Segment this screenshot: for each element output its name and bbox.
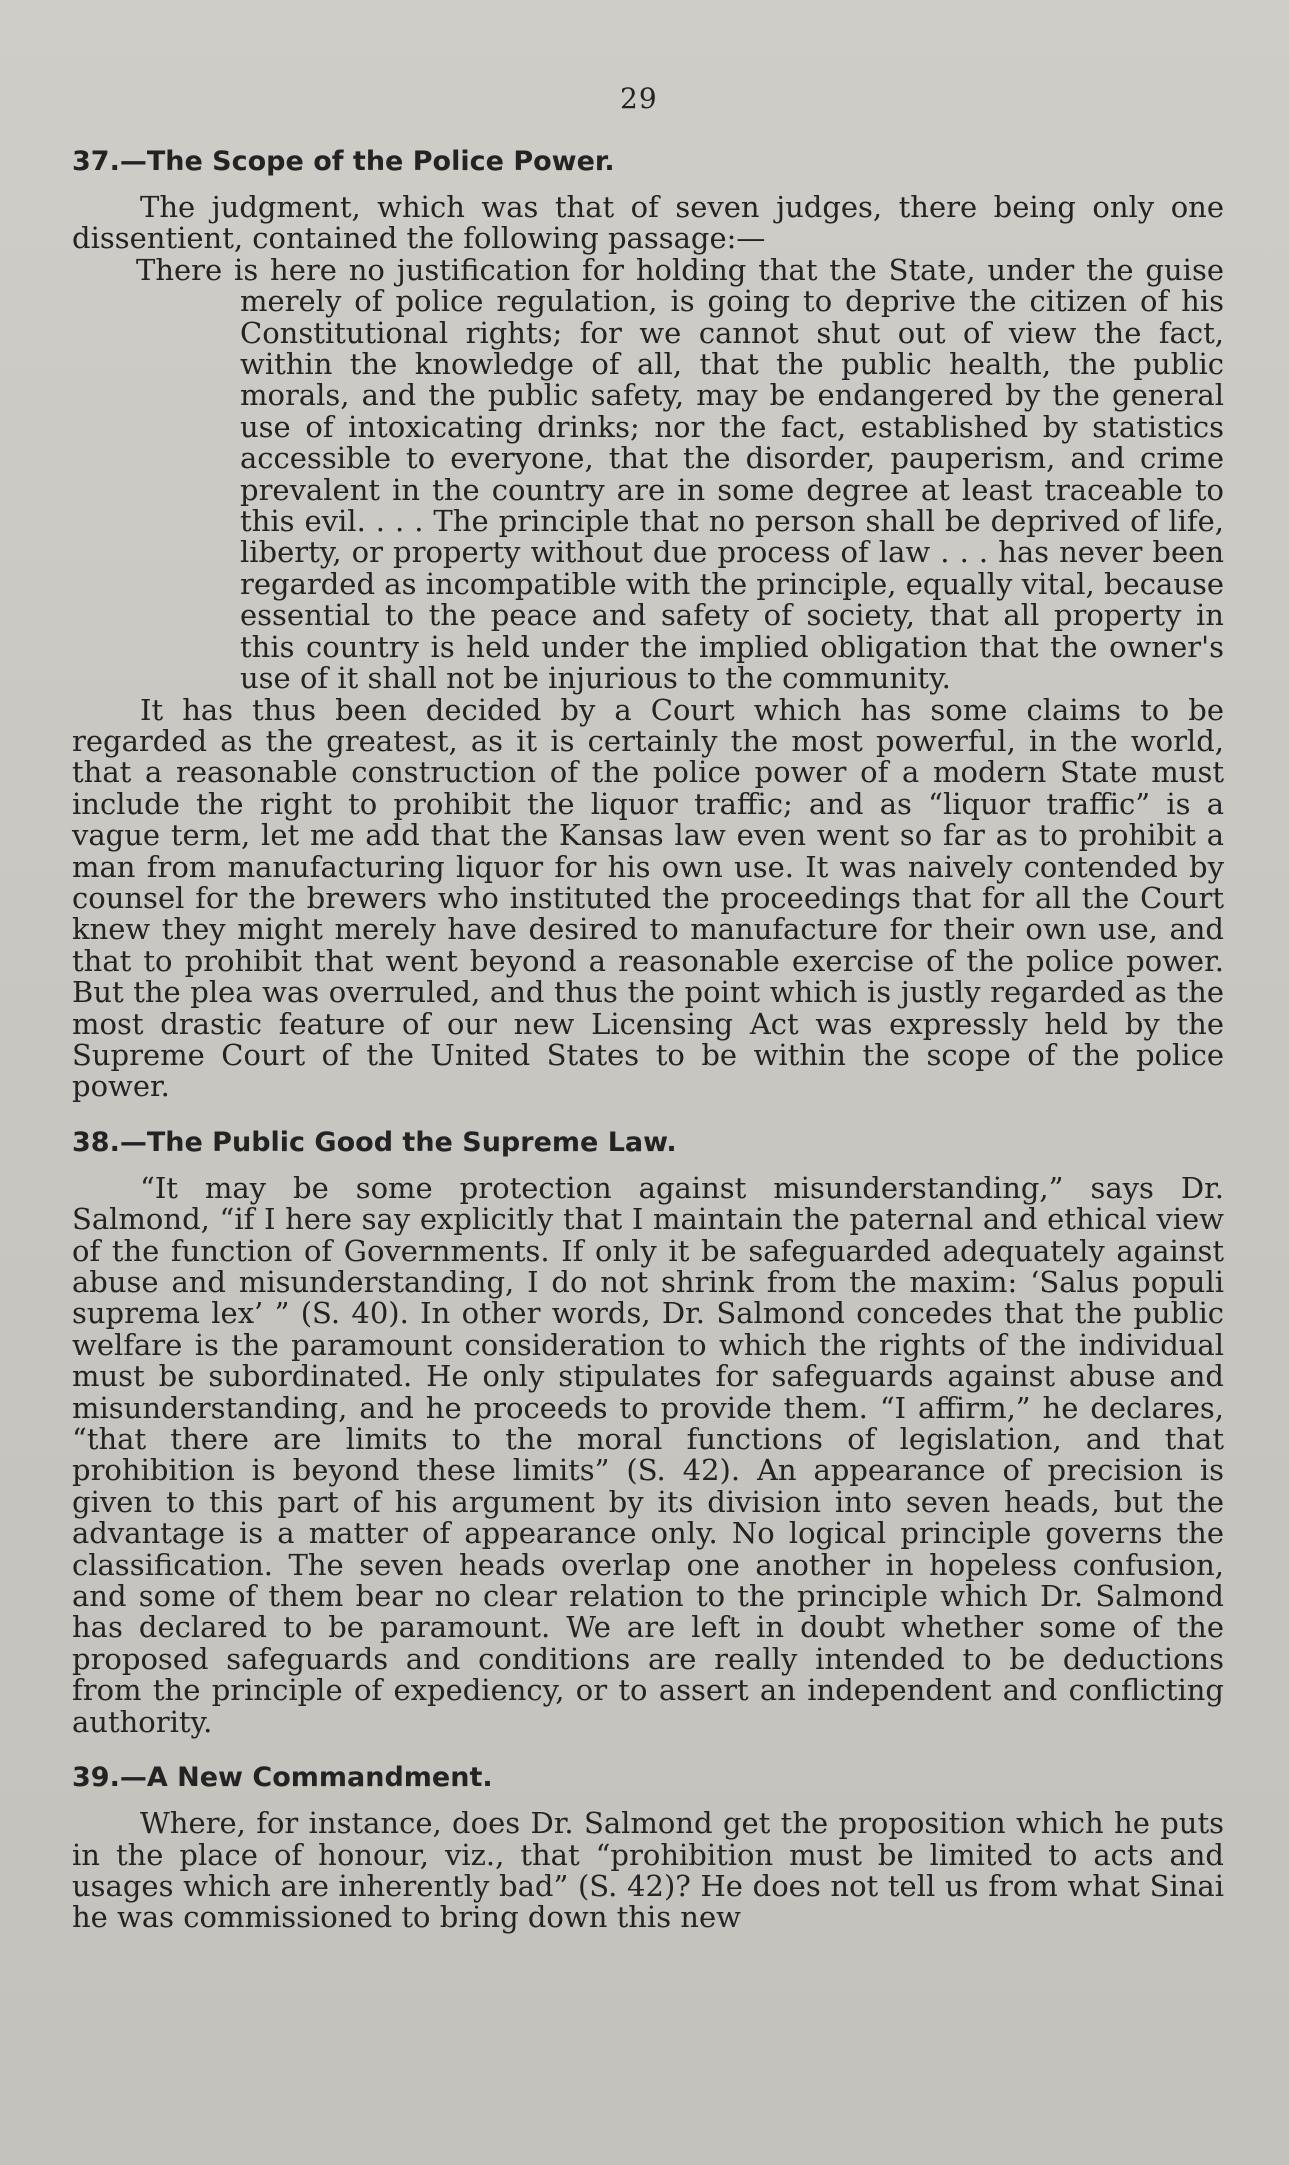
section-39-heading: 39.—A New Commandment. (72, 1762, 493, 1794)
section-37-intro: The judgment, which was that of seven judges, there being only one dissentient, contained the following passage:— (72, 190, 1224, 256)
section-divider (72, 1103, 1224, 1123)
page-content (72, 142, 1224, 1934)
section-39-body: Where, for instance, does Dr. Salmond get the proposition which he puts in the place of honour, viz., that “prohibition must be limited to acts and usages which are inherently bad” (S. 42)? He does not tell us from what Sinai he was commissioned to bring down this new (72, 1806, 1224, 1935)
section-divider (72, 1738, 1224, 1758)
section-38-body: “It may be some protection against misunderstanding,” says Dr. Salmond, “if I here say explicitly that I maintain the paternal and ethical view of the function of Governments. If only it be safeguarded adequately against abuse and misunderstanding, I do not shrink from the maxim: ‘Salus populi suprema lex’ ” (S. 40). In other words, Dr. Salmond concedes that the public welfare is the paramount consideration to which the rights of the individual must be subordinated. He only stipulates for safeguards against abuse and misunderstanding, and he proceeds to provide them. “I affirm,” he declares, “that there are limits to the moral functions of legislation, and that prohibition is beyond these limits” (S. 42). An appearance of precision is given to this part of his argument by its division into seven heads, but the advantage is a matter of appearance only. No logical principle governs the classification. The seven heads overlap one another in hopeless confusion, and some of them bear no clear relation to the principle which Dr. Salmond has declared to be paramount. We are left in doubt whether some of the proposed safeguards and conditions are really intended to be deductions from the principle of expediency, or to assert an independent and conflicting authority. (72, 1170, 1224, 1739)
section-37-heading: 37.—The Scope of the Police Power. (72, 146, 615, 177)
page-number: 29 (620, 82, 658, 115)
section-37-body: It has thus been decided by a Court which has some claims to be regarded as the greatest, as it is certainly the most powerful, in the world, that a reasonable construction of the police power of a modern State must include the right to prohibit the liquor traffic; and as “liquor traffic” is a vague term, let me add that the Kansas law even went so far as to prohibit a man from manufacturing liquor for his own use. It was naively contended by counsel for the brewers who instituted the proceedings that for all the Court knew they might merely have desired to manufacture for their own use, and that to prohibit that went beyond a reasonable exercise of the police power. But the plea was overruled, and thus the point which is justly regarded as the most drastic feature of our new Licensing Act was expressly held by the Supreme Court of the United States to be within the scope of the police power. (72, 692, 1224, 1104)
section-38-heading: 38.—The Public Good the Supreme Law. (72, 1126, 677, 1158)
section-37-quote: There is here no justification for holding that the State, under the guise merely of police regulation, is going to deprive the citizen of his Constitutional rights; for we cannot shut out of view the fact, within the knowledge of all, that the public health, the public morals, and the public safety, may be endangered by the general use of intoxicating drinks; nor the fact, established by statistics accessible to everyone, that the disorder, pauperism, and crime prevalent in the country are in some degree at least traceable to this evil. . . . The principle that no person shall be deprived of life, liberty, or property without due process of law . . . has never been regarded as incompatible with the principle, equally vital, because essential to the peace and safety of society, that all property in this country is held under the implied obligation that the owner's use of it shall not be injurious to the community. (136, 252, 1224, 696)
